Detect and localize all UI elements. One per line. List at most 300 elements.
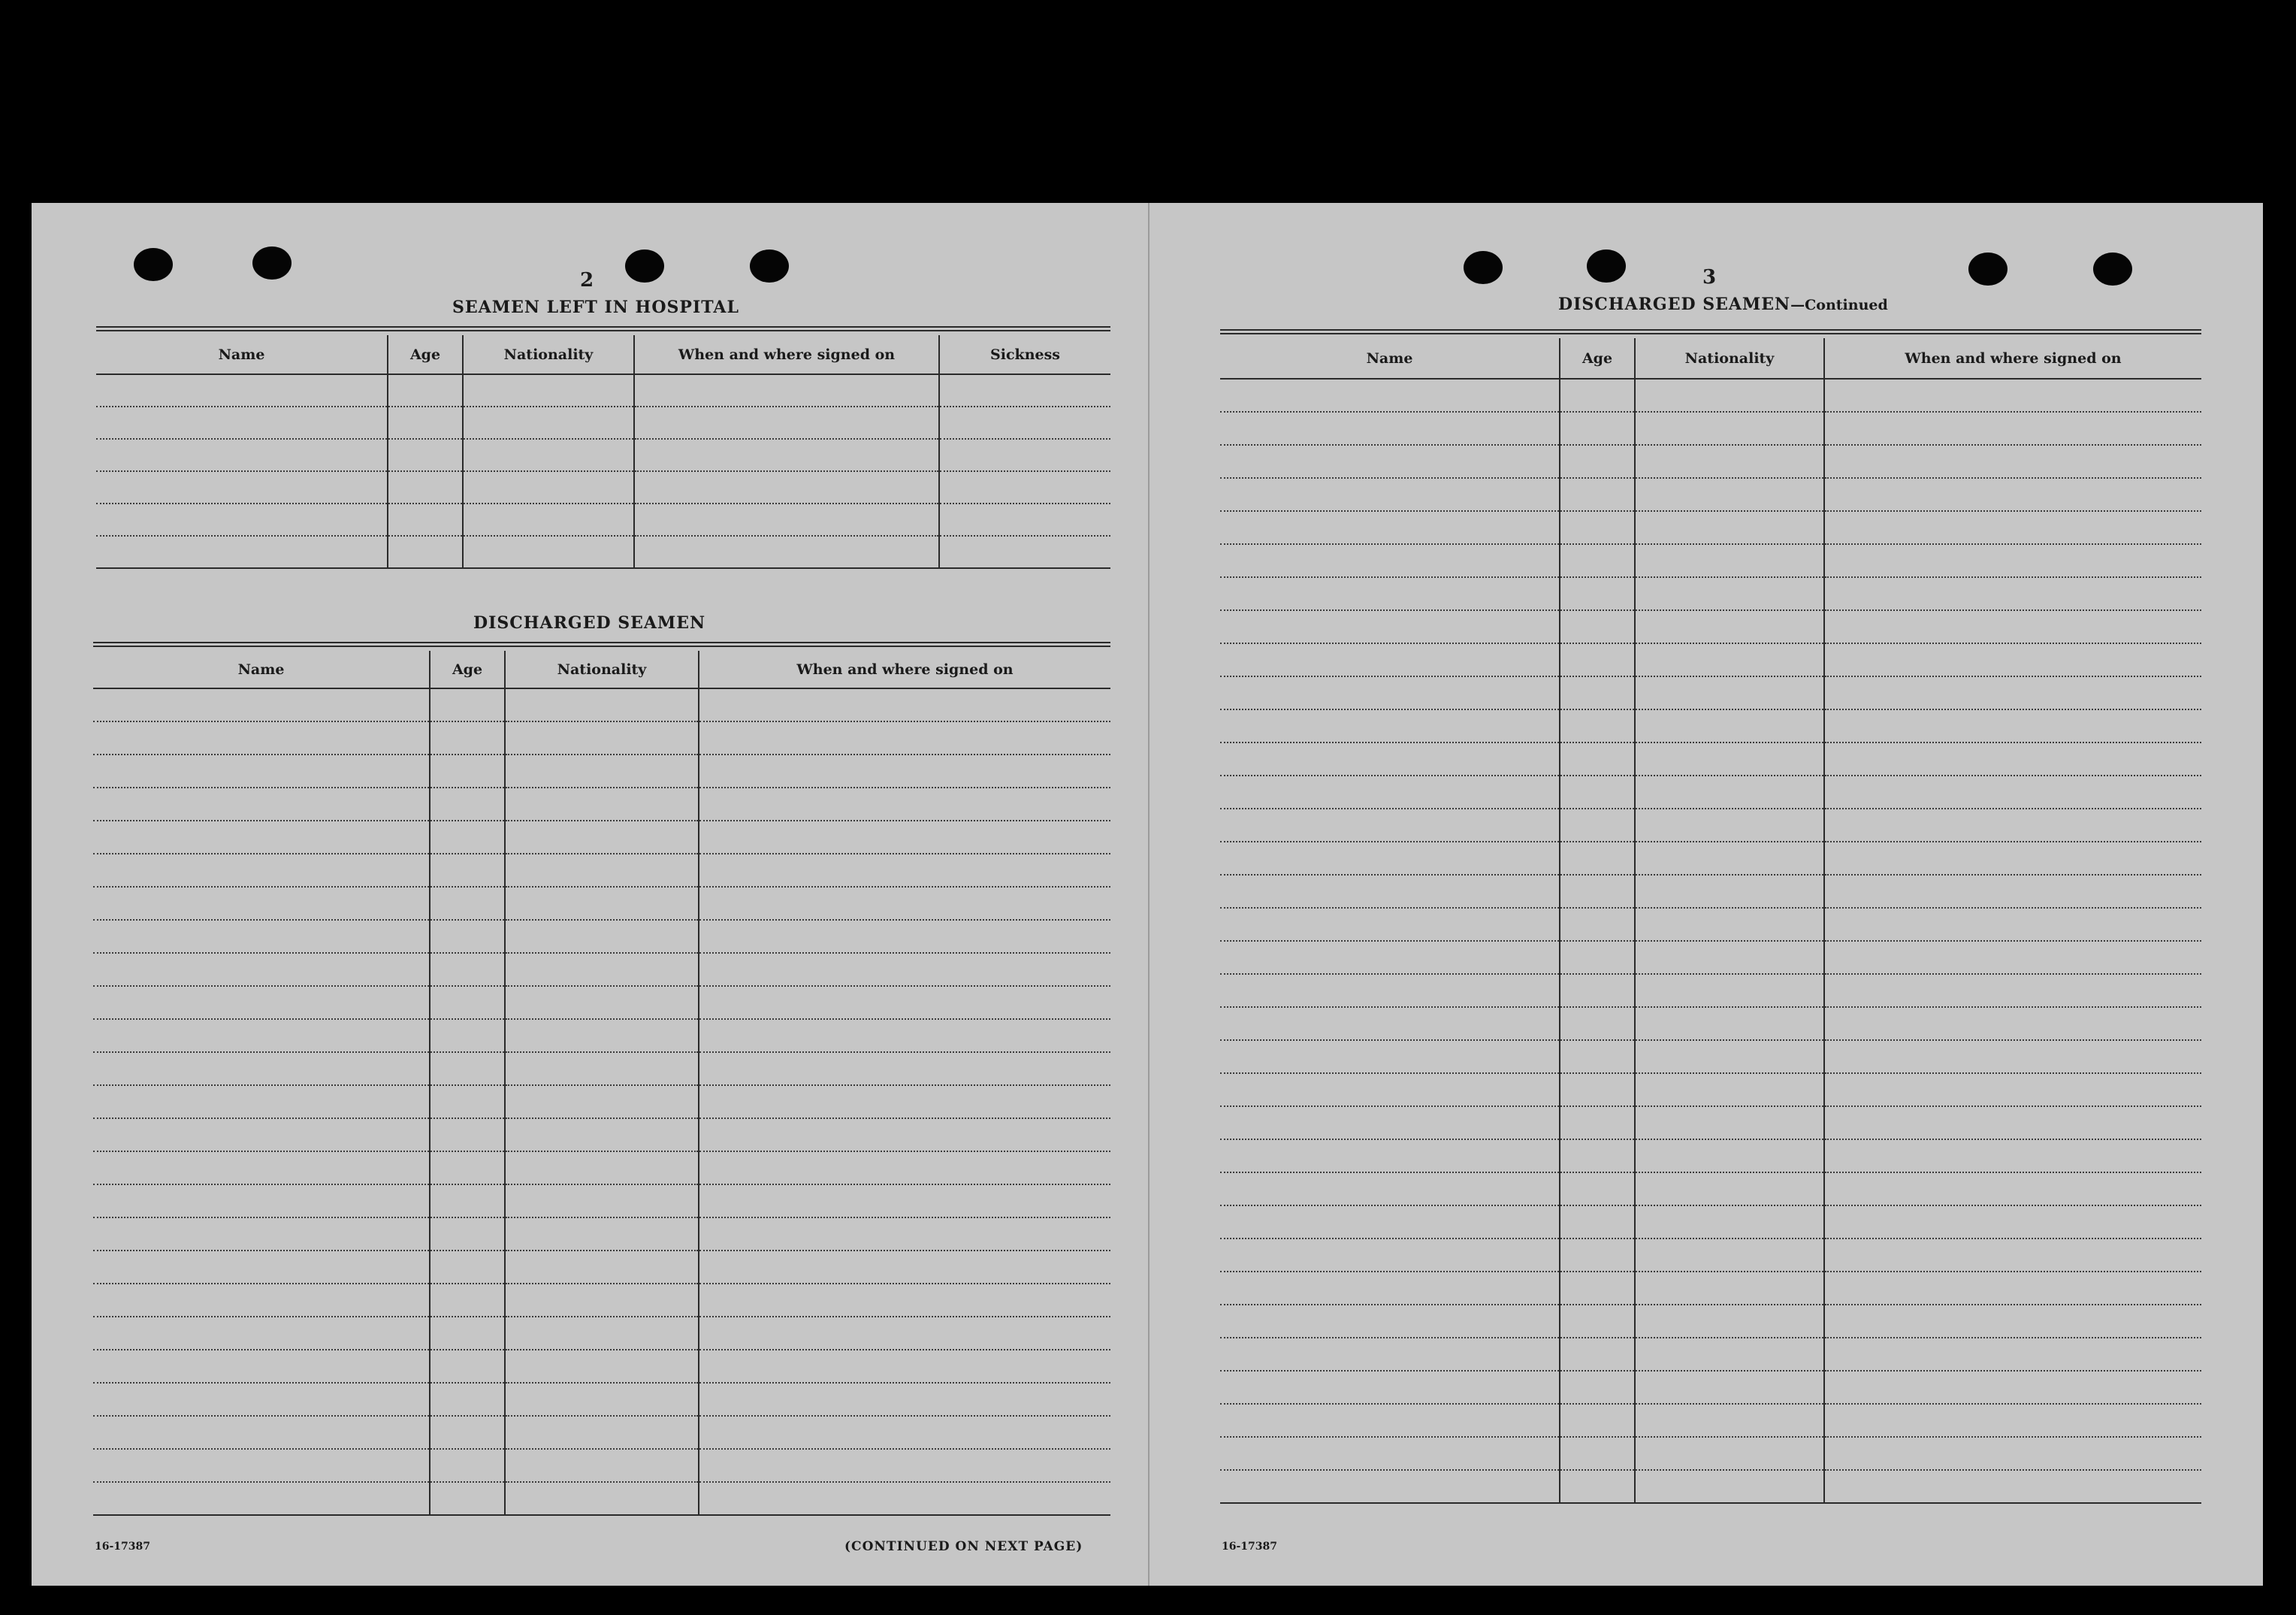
table-cell [463, 471, 634, 504]
table-cell [1635, 1007, 1824, 1040]
table-row [96, 536, 1110, 568]
table-cell [634, 504, 939, 536]
table-cell [430, 1019, 505, 1052]
table-cell [1560, 676, 1635, 709]
table-row [1220, 1007, 2201, 1040]
table-cell [1560, 379, 1635, 412]
page-number: 2 [580, 269, 594, 292]
table-cell [1635, 379, 1824, 412]
table-row [93, 887, 1110, 920]
table-cell [505, 1284, 699, 1317]
table-cell [96, 504, 388, 536]
table-cell [505, 721, 699, 755]
table-row [1220, 643, 2201, 676]
table-cell [1824, 1437, 2201, 1470]
table-cell [699, 1151, 1110, 1184]
table-cell [1824, 412, 2201, 445]
table-row [93, 1052, 1110, 1085]
table-cell [1824, 1106, 2201, 1139]
table-cell [388, 504, 463, 536]
punch-hole-icon [625, 250, 664, 283]
table-row [1220, 776, 2201, 809]
table-cell [699, 688, 1110, 721]
table-cell [93, 1449, 430, 1482]
table-cell [1220, 908, 1560, 941]
table-cell [505, 1482, 699, 1515]
table-row [93, 755, 1110, 788]
table-row [93, 788, 1110, 821]
discharged-continued-table [1220, 338, 2201, 1504]
column-header-sickness: Sickness [939, 335, 1110, 374]
table-row [1220, 577, 2201, 610]
table-cell [93, 986, 430, 1019]
table-cell [1560, 643, 1635, 676]
column-header-name: Name [93, 651, 430, 688]
table-cell [93, 1482, 430, 1515]
table-cell [1824, 1205, 2201, 1238]
table-cell [505, 755, 699, 788]
table-cell [93, 1184, 430, 1217]
table-row [1220, 908, 2201, 941]
table-cell [1560, 1272, 1635, 1305]
table-cell [505, 1085, 699, 1118]
table-cell [699, 1284, 1110, 1317]
column-header-signed-on: When and where signed on [634, 335, 939, 374]
table-cell [1560, 544, 1635, 577]
table-cell [1560, 445, 1635, 478]
table-row [1220, 1404, 2201, 1437]
table-row [93, 1449, 1110, 1482]
table-cell [96, 536, 388, 568]
table-row [93, 920, 1110, 953]
table-cell [1635, 445, 1824, 478]
table-cell [699, 1184, 1110, 1217]
table-cell [1824, 776, 2201, 809]
table-row [1220, 1106, 2201, 1139]
table-cell [93, 953, 430, 986]
table-cell [1635, 1106, 1824, 1139]
table-cell [96, 439, 388, 471]
table-cell [505, 1449, 699, 1482]
table-cell [93, 1118, 430, 1151]
table-cell [1635, 908, 1824, 941]
table-cell [93, 1284, 430, 1317]
table-cell [1824, 445, 2201, 478]
table-row [93, 688, 1110, 721]
table-row [93, 854, 1110, 887]
table-cell [1824, 1073, 2201, 1106]
table-cell [1560, 709, 1635, 742]
table-row [96, 471, 1110, 504]
table-cell [463, 536, 634, 568]
table-cell [1220, 809, 1560, 842]
punch-hole-icon [252, 246, 292, 280]
table-cell [463, 407, 634, 439]
table-cell [1635, 1470, 1824, 1503]
table-cell [1824, 577, 2201, 610]
column-header-nationality: Nationality [1635, 338, 1824, 379]
table-row [93, 1217, 1110, 1251]
page-number: 3 [1702, 266, 1717, 289]
table-cell [1824, 908, 2201, 941]
table-row [1220, 676, 2201, 709]
table-row [1220, 1073, 2201, 1106]
table-cell [1824, 1007, 2201, 1040]
table-cell [1560, 1007, 1635, 1040]
table-cell [699, 1019, 1110, 1052]
table-cell [430, 721, 505, 755]
table-cell [634, 439, 939, 471]
table-row [1220, 544, 2201, 577]
table-cell [939, 536, 1110, 568]
section-title-suffix: —Continued [1790, 297, 1888, 313]
table-cell [1635, 511, 1824, 544]
table-row [1220, 1437, 2201, 1470]
table-cell [463, 504, 634, 536]
table-cell [1560, 776, 1635, 809]
table-cell [430, 854, 505, 887]
right-page [1148, 203, 2263, 1586]
table-cell [939, 407, 1110, 439]
table-row [93, 1151, 1110, 1184]
table-cell [1635, 809, 1824, 842]
table-cell [505, 1251, 699, 1284]
table-cell [505, 1184, 699, 1217]
table-cell [93, 721, 430, 755]
table-cell [505, 854, 699, 887]
table-cell [93, 755, 430, 788]
table-row [1220, 842, 2201, 875]
section-divider [93, 642, 1110, 647]
table-cell [1824, 544, 2201, 577]
table-cell [1220, 1205, 1560, 1238]
table-cell [699, 1217, 1110, 1251]
table-cell [96, 407, 388, 439]
table-cell [1824, 875, 2201, 908]
table-cell [505, 1118, 699, 1151]
table-cell [505, 953, 699, 986]
table-cell [1560, 941, 1635, 974]
table-cell [1824, 941, 2201, 974]
table-cell [1560, 610, 1635, 643]
table-cell [1635, 974, 1824, 1007]
table-cell [1824, 1272, 2201, 1305]
table-cell [1220, 842, 1560, 875]
table-cell [430, 1416, 505, 1449]
table-row [1220, 1371, 2201, 1404]
table-cell [1824, 709, 2201, 742]
punch-hole-icon [750, 250, 789, 283]
table-row [93, 1482, 1110, 1515]
table-cell [1560, 1205, 1635, 1238]
discharged-section-title: DISCHARGED SEAMEN [473, 613, 706, 633]
table-cell [1220, 1139, 1560, 1172]
table-cell [1220, 1404, 1560, 1437]
table-cell [1220, 478, 1560, 511]
table-cell [1824, 1040, 2201, 1073]
column-header-nationality: Nationality [505, 651, 699, 688]
table-cell [1824, 478, 2201, 511]
table-row [93, 1085, 1110, 1118]
table-row [1220, 1139, 2201, 1172]
table-cell [430, 1383, 505, 1416]
table-cell [1220, 742, 1560, 776]
table-cell [1560, 1040, 1635, 1073]
table-cell [1560, 478, 1635, 511]
table-cell [505, 986, 699, 1019]
table-cell [93, 920, 430, 953]
table-cell [1560, 412, 1635, 445]
table-cell [1635, 478, 1824, 511]
table-cell [1560, 1238, 1635, 1272]
table-cell [1220, 511, 1560, 544]
table-cell [1220, 544, 1560, 577]
table-cell [1560, 1139, 1635, 1172]
table-cell [1560, 1338, 1635, 1371]
table-cell [1560, 1404, 1635, 1437]
table-cell [96, 374, 388, 407]
table-cell [699, 986, 1110, 1019]
column-header-age: Age [388, 335, 463, 374]
table-cell [1824, 676, 2201, 709]
column-header-name: Name [96, 335, 388, 374]
section-title-text: DISCHARGED SEAMEN [1558, 295, 1791, 314]
table-row [96, 504, 1110, 536]
table-cell [699, 1482, 1110, 1515]
table-cell [1220, 941, 1560, 974]
table-cell [1220, 1437, 1560, 1470]
table-cell [1560, 809, 1635, 842]
table-cell [1635, 1205, 1824, 1238]
table-cell [1635, 412, 1824, 445]
form-code: 16-17387 [1222, 1541, 1277, 1553]
table-cell [96, 471, 388, 504]
table-cell [430, 1052, 505, 1085]
table-cell [1635, 1404, 1824, 1437]
table-row [1220, 1305, 2201, 1338]
table-cell [93, 1151, 430, 1184]
table-cell [93, 887, 430, 920]
left-page [32, 203, 1148, 1586]
table-cell [93, 688, 430, 721]
table-cell [1220, 445, 1560, 478]
table-row [96, 439, 1110, 471]
table-cell [634, 536, 939, 568]
table-cell [93, 788, 430, 821]
table-cell [505, 788, 699, 821]
table-cell [1220, 709, 1560, 742]
table-cell [1824, 974, 2201, 1007]
table-row [1220, 742, 2201, 776]
table-cell [699, 721, 1110, 755]
discharged-continued-title [1558, 295, 1888, 314]
table-row [1220, 478, 2201, 511]
table-cell [93, 1085, 430, 1118]
section-divider [1220, 329, 2201, 334]
table-row [1220, 412, 2201, 445]
table-cell [634, 471, 939, 504]
table-cell [430, 953, 505, 986]
table-cell [505, 1317, 699, 1350]
table-cell [939, 374, 1110, 407]
table-cell [1824, 1305, 2201, 1338]
table-cell [699, 1118, 1110, 1151]
table-row [93, 986, 1110, 1019]
table-cell [505, 821, 699, 854]
table-cell [430, 1284, 505, 1317]
table-cell [505, 1019, 699, 1052]
column-header-age: Age [1560, 338, 1635, 379]
table-cell [699, 821, 1110, 854]
table-cell [1824, 379, 2201, 412]
table-cell [1220, 1338, 1560, 1371]
table-cell [1635, 544, 1824, 577]
table-cell [1220, 412, 1560, 445]
table-cell [699, 1317, 1110, 1350]
table-row [93, 1019, 1110, 1052]
punch-hole-icon [1587, 250, 1626, 283]
table-cell [1220, 1238, 1560, 1272]
table-row [93, 1284, 1110, 1317]
table-cell [1220, 1073, 1560, 1106]
punch-hole-icon [134, 248, 173, 281]
table-row [1220, 709, 2201, 742]
table-cell [1220, 643, 1560, 676]
table-cell [699, 1085, 1110, 1118]
table-cell [93, 1383, 430, 1416]
table-cell [430, 1184, 505, 1217]
table-cell [1560, 1305, 1635, 1338]
table-cell [1824, 809, 2201, 842]
table-row [1220, 941, 2201, 974]
table-cell [388, 536, 463, 568]
form-code: 16-17387 [95, 1541, 150, 1553]
section-divider [96, 326, 1110, 331]
table-cell [1220, 610, 1560, 643]
table-cell [505, 1151, 699, 1184]
table-cell [1220, 379, 1560, 412]
table-cell [1220, 676, 1560, 709]
table-cell [388, 374, 463, 407]
table-cell [505, 1383, 699, 1416]
table-cell [1560, 974, 1635, 1007]
punch-hole-icon [1464, 251, 1503, 284]
table-cell [430, 1085, 505, 1118]
table-cell [1824, 1139, 2201, 1172]
table-cell [1220, 1470, 1560, 1503]
table-row [93, 821, 1110, 854]
table-cell [463, 439, 634, 471]
table-cell [1635, 709, 1824, 742]
table-cell [93, 1217, 430, 1251]
table-cell [1635, 1073, 1824, 1106]
table-cell [505, 1052, 699, 1085]
table-cell [939, 471, 1110, 504]
table-cell [1560, 1106, 1635, 1139]
table-cell [1220, 1371, 1560, 1404]
table-cell [699, 755, 1110, 788]
table-row [1220, 1172, 2201, 1205]
table-cell [1560, 511, 1635, 544]
table-cell [430, 1317, 505, 1350]
table-cell [1824, 1238, 2201, 1272]
column-header-signed-on: When and where signed on [699, 651, 1110, 688]
hospital-table [96, 335, 1110, 569]
table-cell [430, 688, 505, 721]
table-row [96, 374, 1110, 407]
table-cell [634, 407, 939, 439]
table-row [93, 1383, 1110, 1416]
table-cell [388, 471, 463, 504]
table-cell [1560, 742, 1635, 776]
table-cell [699, 788, 1110, 821]
table-cell [388, 407, 463, 439]
table-cell [1635, 1371, 1824, 1404]
table-cell [430, 1449, 505, 1482]
table-row [1220, 1205, 2201, 1238]
table-cell [505, 920, 699, 953]
table-cell [699, 887, 1110, 920]
table-cell [699, 953, 1110, 986]
table-row [93, 1251, 1110, 1284]
table-cell [1824, 1404, 2201, 1437]
table-cell [1220, 1007, 1560, 1040]
column-header-nationality: Nationality [463, 335, 634, 374]
table-cell [1635, 1305, 1824, 1338]
table-row [1220, 974, 2201, 1007]
table-cell [1560, 577, 1635, 610]
table-row [1220, 1272, 2201, 1305]
table-cell [430, 755, 505, 788]
table-row [93, 1317, 1110, 1350]
table-row [1220, 1238, 2201, 1272]
table-row [93, 1350, 1110, 1383]
table-cell [1824, 842, 2201, 875]
table-cell [430, 1350, 505, 1383]
table-cell [1560, 1470, 1635, 1503]
table-cell [1560, 875, 1635, 908]
table-cell [430, 887, 505, 920]
column-header-signed-on: When and where signed on [1824, 338, 2201, 379]
table-cell [1635, 1272, 1824, 1305]
table-cell [1635, 842, 1824, 875]
table-cell [1220, 577, 1560, 610]
table-cell [1635, 1040, 1824, 1073]
table-cell [1635, 1172, 1824, 1205]
table-cell [1824, 643, 2201, 676]
table-row [93, 1118, 1110, 1151]
table-cell [699, 1350, 1110, 1383]
table-cell [505, 1217, 699, 1251]
table-cell [1824, 1470, 2201, 1503]
table-row [1220, 610, 2201, 643]
table-cell [1220, 1040, 1560, 1073]
table-cell [430, 1251, 505, 1284]
table-cell [430, 1151, 505, 1184]
table-cell [93, 821, 430, 854]
table-cell [1560, 1172, 1635, 1205]
table-cell [1220, 1106, 1560, 1139]
table-cell [1635, 1238, 1824, 1272]
table-cell [430, 788, 505, 821]
table-cell [463, 374, 634, 407]
table-row [1220, 511, 2201, 544]
table-cell [93, 1317, 430, 1350]
table-row [1220, 1338, 2201, 1371]
table-cell [505, 688, 699, 721]
table-cell [1220, 1172, 1560, 1205]
table-cell [1635, 1139, 1824, 1172]
